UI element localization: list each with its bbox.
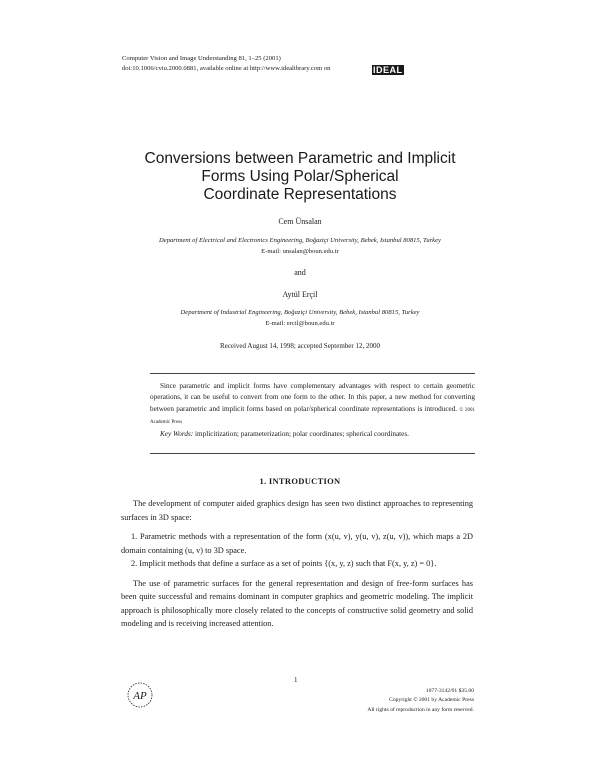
- academic-press-logo: [125, 680, 155, 710]
- intro-list-item-2: 2. Implicit methods that define a surface as a set of points {(x, y, z) such that F(x, y, z) = 0}.: [131, 559, 437, 568]
- title-line-1: Conversions between Parametric and Implicit: [144, 150, 456, 167]
- paper-title: [100, 150, 500, 204]
- author-2-affiliation: [100, 307, 500, 329]
- author-1-name: Cem Ünsalan: [278, 217, 322, 226]
- journal-citation: Computer Vision and Image Understanding 81, 1–25 (2001): [122, 55, 281, 62]
- author-2-department: Department of Industrial Engineering, Boğaziçi University, Bebek, Istanbul 80815, Turkey: [180, 309, 420, 316]
- abstract-top-rule: [150, 373, 475, 374]
- page-number: 1: [294, 676, 298, 684]
- section-heading: 1. INTRODUCTION: [259, 476, 341, 486]
- keywords-label: Key Words:: [160, 429, 194, 438]
- copyright-footer: [367, 687, 474, 715]
- intro-paragraph-2: The use of parametric surfaces for the general representation and design of free-form surfaces has been quite successful and remains dominant in computer graphics and geometric modeling. The implicit approach is philosophically more closely related to the concepts of constructive solid geometry and solid modeling and is receiving increased attention.: [121, 578, 473, 628]
- title-line-3: Coordinate Representations: [203, 186, 397, 203]
- ideal-logo-text: IDEAL: [373, 65, 403, 75]
- abstract: [150, 381, 475, 440]
- author-1-department: Department of Electrical and Electronics Engineering, Boğaziçi University, Bebek, Istanbul 80815, Turkey: [159, 237, 441, 244]
- footer-price-line: 1077-3142/01 $35.00: [425, 688, 474, 694]
- footer-rights-line: All rights of reproduction in any form reserved.: [367, 706, 474, 713]
- abstract-copyright: © 2001 Academic Press: [150, 407, 476, 426]
- logo-text: AP: [133, 690, 147, 702]
- journal-header: [122, 54, 330, 74]
- and-separator: and: [294, 268, 306, 277]
- doi-line: doi:10.1006/cviu.2000.0881, available online at http://www.idealibrary.com on: [122, 65, 331, 73]
- received-dates: Received August 14, 1998; accepted September 12, 2000: [220, 342, 380, 350]
- intro-body: [121, 497, 473, 631]
- intro-list-item-1: 1. Parametric methods with a representation of the form (x(u, v), y(u, v), z(u, v)), which maps a 2D domain containing (u, v) to 3D space.: [121, 532, 473, 555]
- author-2-name: Aytül Erçil: [282, 290, 318, 299]
- author-2-email: E-mail: ercil@boun.edu.tr: [265, 320, 335, 327]
- abstract-bottom-rule: [150, 453, 475, 454]
- title-line-2: Forms Using Polar/Spherical: [201, 168, 399, 185]
- author-1-email: E-mail: unsalan@boun.edu.tr: [261, 248, 339, 255]
- intro-paragraph-1: The development of computer aided graphics design has seen two distinct approaches to representing surfaces in 3D space:: [121, 499, 473, 522]
- author-1-affiliation: [100, 235, 500, 257]
- ideal-logo: [372, 65, 404, 75]
- abstract-text: Since parametric and implicit forms have complementary advantages with respect to certain geometric operations, it can be useful to convert from one form to the other. In this paper, a new method for converting between parametric and implicit forms based on polar/spherical coordinate representations is introduced.: [150, 382, 475, 413]
- footer-copyright-line: Copyright © 2001 by Academic Press: [389, 697, 474, 704]
- keywords: implicitization; parameterization; polar coordinates; spherical coordinates.: [195, 429, 409, 438]
